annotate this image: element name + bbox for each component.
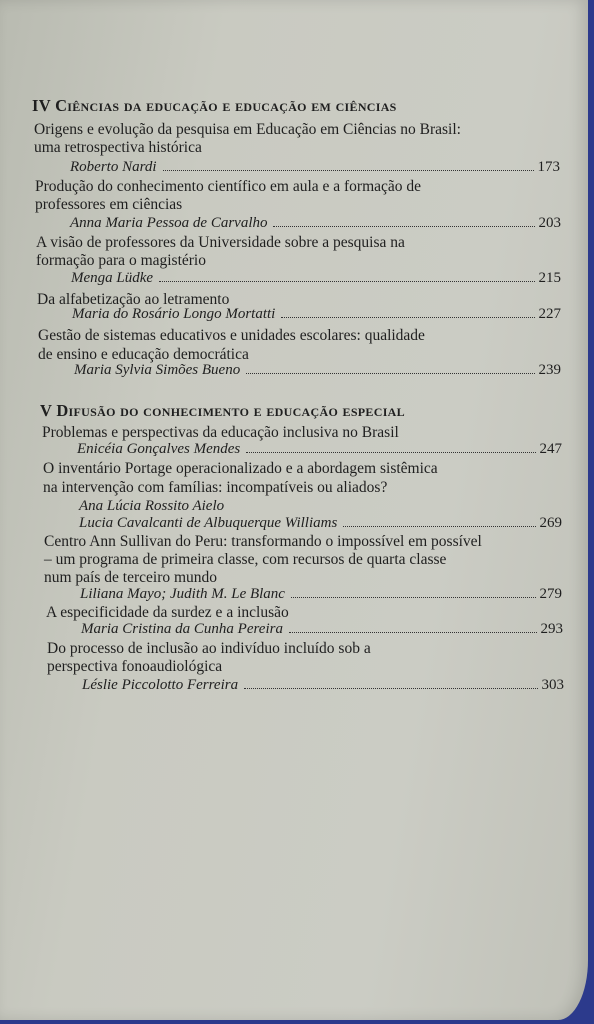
- entry-author: Menga Lüdke: [71, 270, 154, 286]
- page-number: 247: [539, 441, 562, 457]
- toc-entry-author-row: [80, 585, 562, 603]
- toc-entry-author-row: [81, 620, 563, 638]
- dot-leader: [281, 317, 534, 318]
- dot-leader: [159, 281, 534, 282]
- entry-author: Lucia Cavalcanti de Albuquerque Williams: [79, 515, 338, 531]
- entry-author: Anna Maria Pessoa de Carvalho: [70, 215, 268, 231]
- dot-leader: [163, 170, 534, 171]
- entry-title-line: professores em ciências: [35, 196, 183, 213]
- toc-entry-author-row: [77, 440, 562, 458]
- entry-title-line: num país de terceiro mundo: [44, 569, 218, 586]
- toc-entry-author-row: [74, 361, 561, 379]
- section-heading: V Difusão do conhecimento e educação especial: [40, 401, 405, 420]
- entry-title-line: Do processo de inclusão ao indivíduo incluído sob a: [47, 640, 371, 657]
- toc-entry-author-row: [70, 214, 561, 232]
- entry-author: Roberto Nardi: [70, 159, 157, 175]
- entry-title-line: uma retrospectiva histórica: [34, 139, 202, 156]
- toc-entry-author-row: [79, 497, 479, 515]
- toc-entry-author-row: [70, 158, 560, 176]
- entry-author: Maria do Rosário Longo Mortatti: [72, 306, 276, 322]
- dot-leader: [289, 632, 537, 633]
- page-number: 227: [538, 306, 561, 322]
- page-number: 239: [538, 362, 561, 378]
- entry-author: Liliana Mayo; Judith M. Le Blanc: [80, 586, 285, 602]
- section-heading: IV Ciências da educação e educação em ciências: [32, 96, 397, 115]
- page-number: 173: [537, 159, 560, 175]
- entry-title-line: – um programa de primeira classe, com recursos de quarta classe: [44, 551, 447, 568]
- entry-title-line: de ensino e educação democrática: [38, 346, 249, 363]
- entry-title-line: na intervenção com famílias: incompatíveis ou aliados?: [43, 479, 388, 496]
- entry-title-line: A visão de professores da Universidade sobre a pesquisa na: [36, 234, 405, 251]
- entry-author: Maria Sylvia Simões Bueno: [74, 362, 241, 378]
- toc-entry-author-row: [72, 305, 561, 323]
- toc-entry-author-row: [79, 514, 562, 532]
- dot-leader: [343, 526, 535, 527]
- page-number: 215: [538, 270, 561, 286]
- page-number: 279: [539, 586, 562, 602]
- entry-title-line: Produção do conhecimento científico em aula e a formação de: [35, 178, 422, 195]
- entry-author: Ana Lúcia Rossito Aielo: [79, 498, 225, 514]
- entry-author: Enicéia Gonçalves Mendes: [77, 441, 241, 457]
- page-number: 269: [539, 515, 562, 531]
- entry-title-line: Problemas e perspectivas da educação inclusiva no Brasil: [42, 424, 399, 441]
- page-number: 203: [538, 215, 561, 231]
- dot-leader: [273, 226, 534, 227]
- entry-title-line: A especificidade da surdez e a inclusão: [46, 604, 289, 621]
- entry-title-line: Centro Ann Sullivan do Peru: transformando o impossível em possível: [44, 533, 482, 550]
- toc-entry-author-row: [71, 269, 561, 287]
- page-number: 293: [540, 621, 563, 637]
- entry-title-line: Gestão de sistemas educativos e unidades escolares: qualidade: [38, 327, 425, 344]
- entry-title-line: Da alfabetização ao letramento: [37, 291, 230, 308]
- toc-entry-author-row: [82, 676, 564, 694]
- dot-leader: [246, 452, 535, 453]
- dot-leader: [246, 373, 534, 374]
- entry-author: Léslie Piccolotto Ferreira: [82, 677, 239, 693]
- dot-leader: [291, 597, 536, 598]
- entry-title-line: Origens e evolução da pesquisa em Educação em Ciências no Brasil:: [34, 121, 461, 138]
- entry-author: Maria Cristina da Cunha Pereira: [81, 621, 283, 637]
- page-number: 303: [541, 677, 564, 693]
- entry-title-line: O inventário Portage operacionalizado e a abordagem sistêmica: [43, 460, 438, 477]
- dot-leader: [244, 688, 537, 689]
- entry-title-line: perspectiva fonoaudiológica: [47, 658, 223, 675]
- entry-title-line: formação para o magistério: [36, 252, 206, 269]
